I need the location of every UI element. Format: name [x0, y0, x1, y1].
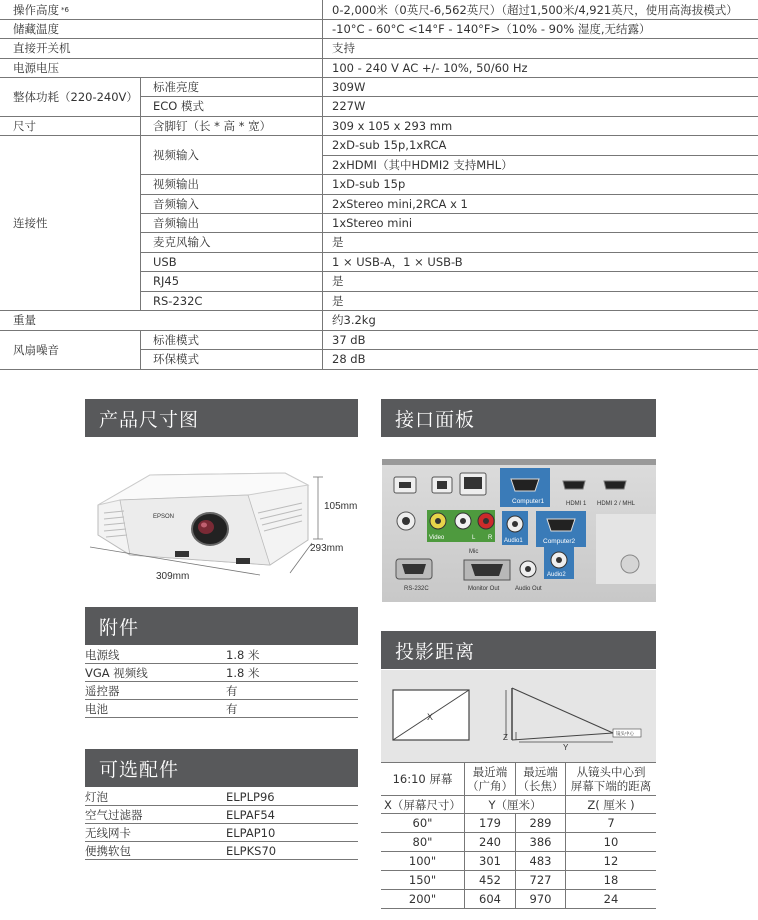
spec-sub-size: 含脚钉（长 * 高 * 宽）: [153, 118, 272, 133]
distance-cell-x: 60": [412, 816, 433, 830]
accessory-value: 有: [226, 683, 238, 698]
spec-value-mic-in: 是: [332, 235, 344, 249]
spec-label-size: 尺寸: [13, 118, 36, 133]
accessories-table: [85, 646, 358, 718]
spec-label-noise: 风扇噪音: [13, 342, 59, 357]
port-audio2-label: Audio2: [547, 572, 566, 578]
distance-cell-wide: 179: [479, 816, 501, 830]
dimension-depth-label: 293mm: [310, 543, 344, 554]
spec-value-rs232c: 是: [332, 293, 344, 308]
spec-value-audio-in: 2xStereo mini,2RCA x 1: [332, 196, 468, 211]
port-hdmi2-label: HDMI 2 / MHL: [597, 501, 636, 507]
spec-value-direct-power: 支持: [332, 41, 355, 55]
spec-value-power-eco: 227W: [332, 99, 366, 113]
spec-sub-noise-eco: 环保模式: [153, 352, 199, 366]
port-rs232c-label: RS-232C: [404, 586, 429, 592]
accessory-name: 遥控器: [85, 683, 120, 698]
dimension-height-label: 105mm: [324, 501, 358, 512]
distance-subheader-z: Z( 厘米 ): [587, 797, 635, 812]
spec-sub-rj45: RJ45: [153, 274, 180, 288]
optional-table: [85, 788, 358, 860]
projection-distance-diagram: [381, 670, 656, 762]
spec-value-audio-out: 1xStereo mini: [332, 215, 413, 230]
spec-sub-audio-out: 音频输出: [153, 215, 199, 230]
optional-name: 无线网卡: [85, 825, 131, 840]
spec-value-video-out: 1xD-sub 15p: [332, 177, 406, 191]
spec-sub-mic-in: 麦克风输入: [153, 235, 211, 249]
distance-cell-z: 10: [603, 835, 619, 849]
optional-row: [85, 788, 358, 806]
distance-cell-wide: 452: [479, 873, 501, 887]
spec-value-altitude: 0-2,000米（0英尺-6,562英尺）（超过1,500米/4,921英尺，使用高海拔模式）: [332, 2, 738, 17]
port-audio1-label: Audio1: [504, 538, 523, 544]
optional-value: ELPLP96: [226, 789, 275, 804]
distance-subheader-y: Y（厘米）: [488, 797, 542, 812]
accessory-row: [85, 682, 358, 700]
accessory-value: 1.8 米: [226, 665, 260, 680]
spec-value-voltage: 100 - 240 V AC +/- 10%, 50/60 Hz: [332, 60, 528, 75]
distance-cell-x: 100": [408, 854, 437, 868]
section-optional-heading: 可选配件: [85, 749, 358, 787]
distance-cell-tele: 289: [529, 816, 552, 830]
optional-row: [85, 806, 358, 824]
spec-label-power: 整体功耗（220-240V）: [13, 89, 138, 104]
optional-row: [85, 824, 358, 842]
distance-cell-x: 200": [408, 892, 437, 906]
section-dimensions-heading: 产品尺寸图: [85, 399, 358, 437]
distance-cell-tele: 386: [529, 835, 552, 849]
distance-cell-z: 18: [603, 873, 619, 887]
optional-value: ELPAP10: [226, 825, 276, 840]
spec-label-weight: 重量: [13, 313, 36, 327]
distance-cell-x: 80": [412, 835, 433, 849]
distance-header-z: [566, 763, 656, 795]
accessory-value: 1.8 米: [226, 647, 260, 662]
distance-header-z-line1: 从镜头中心到: [576, 765, 646, 779]
spec-value-size: 309 x 105 x 293 mm: [332, 118, 453, 133]
ports-panel-image: [382, 459, 656, 602]
spec-value-video-in-1: 2xD-sub 15p,1xRCA: [332, 138, 447, 152]
spec-label-altitude: 操作高度 *6: [13, 2, 69, 17]
spec-sub-video-in: 视频输入: [153, 147, 199, 162]
spec-value-rj45: 是: [332, 274, 344, 288]
port-monitor-out-label: Monitor Out: [468, 586, 500, 592]
dimension-length-label: 309mm: [156, 571, 190, 582]
optional-value: ELPAF54: [226, 807, 275, 822]
diagram-y-label: Y: [563, 743, 569, 752]
section-distance-heading: 投影距离: [381, 631, 656, 669]
spec-value-storage-temp: -10°C - 60°C <14°F - 140°F>（10% - 90% 湿度,无结露）: [332, 21, 651, 36]
distance-cell-tele: 727: [529, 873, 552, 887]
accessory-row: [85, 646, 358, 664]
distance-header-wide-line2: （广角）: [467, 779, 513, 793]
accessory-name: VGA 视频线: [85, 665, 148, 680]
distance-header-wide: [465, 763, 515, 795]
spec-sub-video-out: 视频输出: [153, 177, 199, 191]
diagram-center-label: 镜头中心: [616, 731, 634, 736]
port-l-label: L: [472, 535, 476, 541]
port-audio-out-label: Audio Out: [515, 586, 542, 592]
spec-sub-power-normal: 标准亮度: [153, 79, 199, 94]
accessory-row: [85, 664, 358, 682]
accessory-name: 电源线: [85, 647, 120, 662]
port-r-label: R: [488, 535, 493, 541]
distance-cell-wide: 301: [479, 854, 501, 868]
spec-value-weight: 约3.2kg: [332, 313, 376, 327]
distance-cell-wide: 604: [479, 892, 501, 906]
spec-value-power-normal: 309W: [332, 79, 366, 94]
spec-label-voltage: 电源电压: [13, 60, 59, 75]
projector-brand-logo: EPSON: [153, 514, 175, 520]
diagram-x-label: X: [427, 712, 434, 722]
distance-header-tele: [516, 763, 565, 795]
section-accessories-heading: 附件: [85, 607, 358, 645]
distance-subheader-x: X（屏幕尺寸）: [384, 797, 461, 812]
optional-name: 空气过滤器: [85, 807, 143, 822]
spec-label-storage-temp: 储藏温度: [13, 21, 59, 36]
distance-header-screen: 16:10 屏幕: [392, 772, 453, 786]
distance-cell-tele: 970: [529, 892, 552, 906]
port-hdmi1-label: HDMI 1: [566, 501, 587, 507]
spec-sub-noise-normal: 标准模式: [153, 332, 199, 347]
distance-header-wide-line1: 最近端: [472, 765, 508, 779]
spec-sub-rs232c: RS-232C: [153, 293, 203, 308]
spec-value-noise-normal: 37 dB: [332, 332, 366, 347]
spec-value-usb: 1 × USB-A，1 × USB-B: [332, 254, 463, 269]
optional-name: 灯泡: [85, 789, 108, 804]
distance-cell-z: 7: [607, 816, 615, 830]
spec-sub-audio-in: 音频输入: [153, 196, 199, 211]
accessory-name: 电池: [85, 701, 108, 716]
optional-row: [85, 842, 358, 860]
section-ports-heading: 接口面板: [381, 399, 656, 437]
spec-label-connectivity: 连接性: [13, 215, 48, 230]
distance-header-tele-line2: （长焦）: [517, 779, 564, 793]
distance-cell-z: 12: [603, 854, 619, 868]
spec-value-video-in-2: 2xHDMI（其中HDMI2 支持MHL）: [332, 157, 513, 172]
port-computer1-label: Computer1: [512, 498, 545, 505]
accessory-value: 有: [226, 701, 238, 716]
distance-cell-tele: 483: [529, 854, 552, 868]
accessory-row: [85, 700, 358, 718]
diagram-z-label: Z: [503, 733, 508, 742]
spec-sub-power-eco: ECO 模式: [153, 99, 205, 113]
port-computer2-label: Computer2: [543, 538, 576, 545]
distance-cell-wide: 240: [479, 835, 501, 849]
spec-sub-usb: USB: [153, 254, 177, 269]
port-video-label: Video: [429, 535, 445, 541]
optional-value: ELPKS70: [226, 843, 277, 858]
optional-name: 便携软包: [85, 843, 131, 858]
distance-cell-x: 150": [408, 873, 437, 887]
spec-value-noise-eco: 28 dB: [332, 352, 366, 366]
spec-label-direct-power: 直接开关机: [13, 41, 71, 55]
distance-cell-z: 24: [603, 892, 619, 906]
port-mic-label: Mic: [469, 549, 479, 555]
distance-header-tele-line1: 最远端: [523, 765, 558, 779]
projector-dimension-diagram: [80, 455, 365, 590]
distance-header-z-line2: 屏幕下端的距离: [570, 779, 652, 793]
